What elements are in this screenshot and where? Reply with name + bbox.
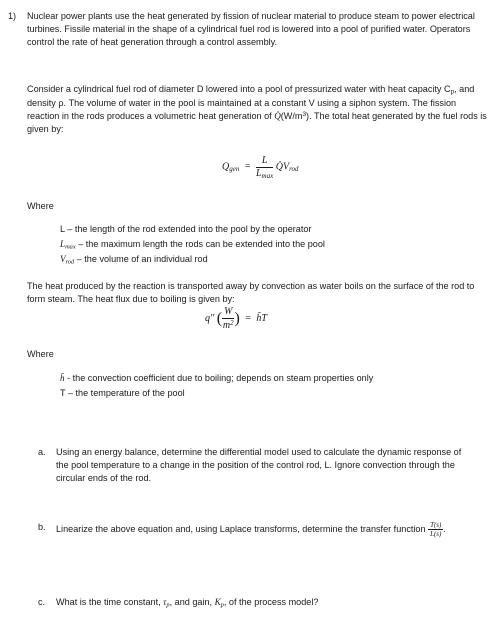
- definition-t: T – the temperature of the pool: [60, 388, 185, 398]
- where-label-1: Where: [27, 201, 54, 211]
- part-c-text: What is the time constant, $\tau_p$, and gain, $K_p$, of the process model?: [56, 597, 319, 609]
- setup-paragraph: Consider a cylindrical fuel rod of diameter D lowered into a pool of pressurized water with heat capacity $C_p$, and density ρ. The volume of water in the pool is maintained at a constant V using a siphon system. The fission reaction in the rods produces a volumetric heat generation of $Q̇(W/m^3)$. The total heat generated by the fuel rods is given by:: [27, 84, 487, 135]
- definition-vrod: $V_{rod}$ – the volume of an individual rod: [60, 254, 208, 266]
- fraction-ts-over-ls: $\frac{T(s)}{L(s)}$: [430, 521, 442, 539]
- intro-paragraph: Nuclear power plants use the heat generated by fission of nuclear material to produce steam to power electrical turbines. Fissile material in the shape of a cylindrical fuel rod is lowered into a pool of purified water. Operators control the rate of heat generation through a control assembly.: [27, 11, 475, 48]
- part-c-label: c.: [38, 597, 46, 607]
- part-a-text: Using an energy balance, determine the differential model used to calculate the dynamic response of the pool temperature to a change in the position of the control rod, L. Ignore convection through the circular ends of the rod.: [56, 447, 462, 484]
- equation-heat-flux: q'' ( $\frac{W}{m^2}$ ) = h̄T: [205, 306, 267, 331]
- heat-flux-paragraph: The heat produced by the reaction is transported away by convection as water boils on the surface of the rod to form steam. The heat flux due to boiling is given by:: [27, 281, 475, 305]
- part-a-label: a.: [38, 447, 46, 457]
- part-b-text: Linearize the above equation and, using Laplace transforms, determine the transfer function $\frac{T(s)}{L(s)}$ .: [56, 521, 446, 539]
- part-b-label: b.: [38, 522, 46, 532]
- problem-number: 1): [8, 11, 17, 21]
- definition-lmax: $L_{max}$ – the maximum length the rods can be extended into the pool: [60, 239, 325, 251]
- q-dot-symbol: Q̇: [274, 110, 281, 121]
- fraction-w-over-m2: $\frac{W}{m^2}$: [222, 306, 234, 331]
- fraction-l-over-lmax: $\frac{L}{L_{max}}$: [255, 155, 274, 180]
- equation-qgen: $Q_{gen}$ = $\frac{L}{L_{max}}$ $Q̇V_{rod}$: [222, 155, 299, 180]
- definition-l: L – the length of the rod extended into the pool by the operator: [60, 224, 312, 234]
- definition-h-bar: h̄ - the convection coefficient due to boiling; depends on steam properties only: [60, 373, 374, 383]
- where-label-2: Where: [27, 349, 54, 359]
